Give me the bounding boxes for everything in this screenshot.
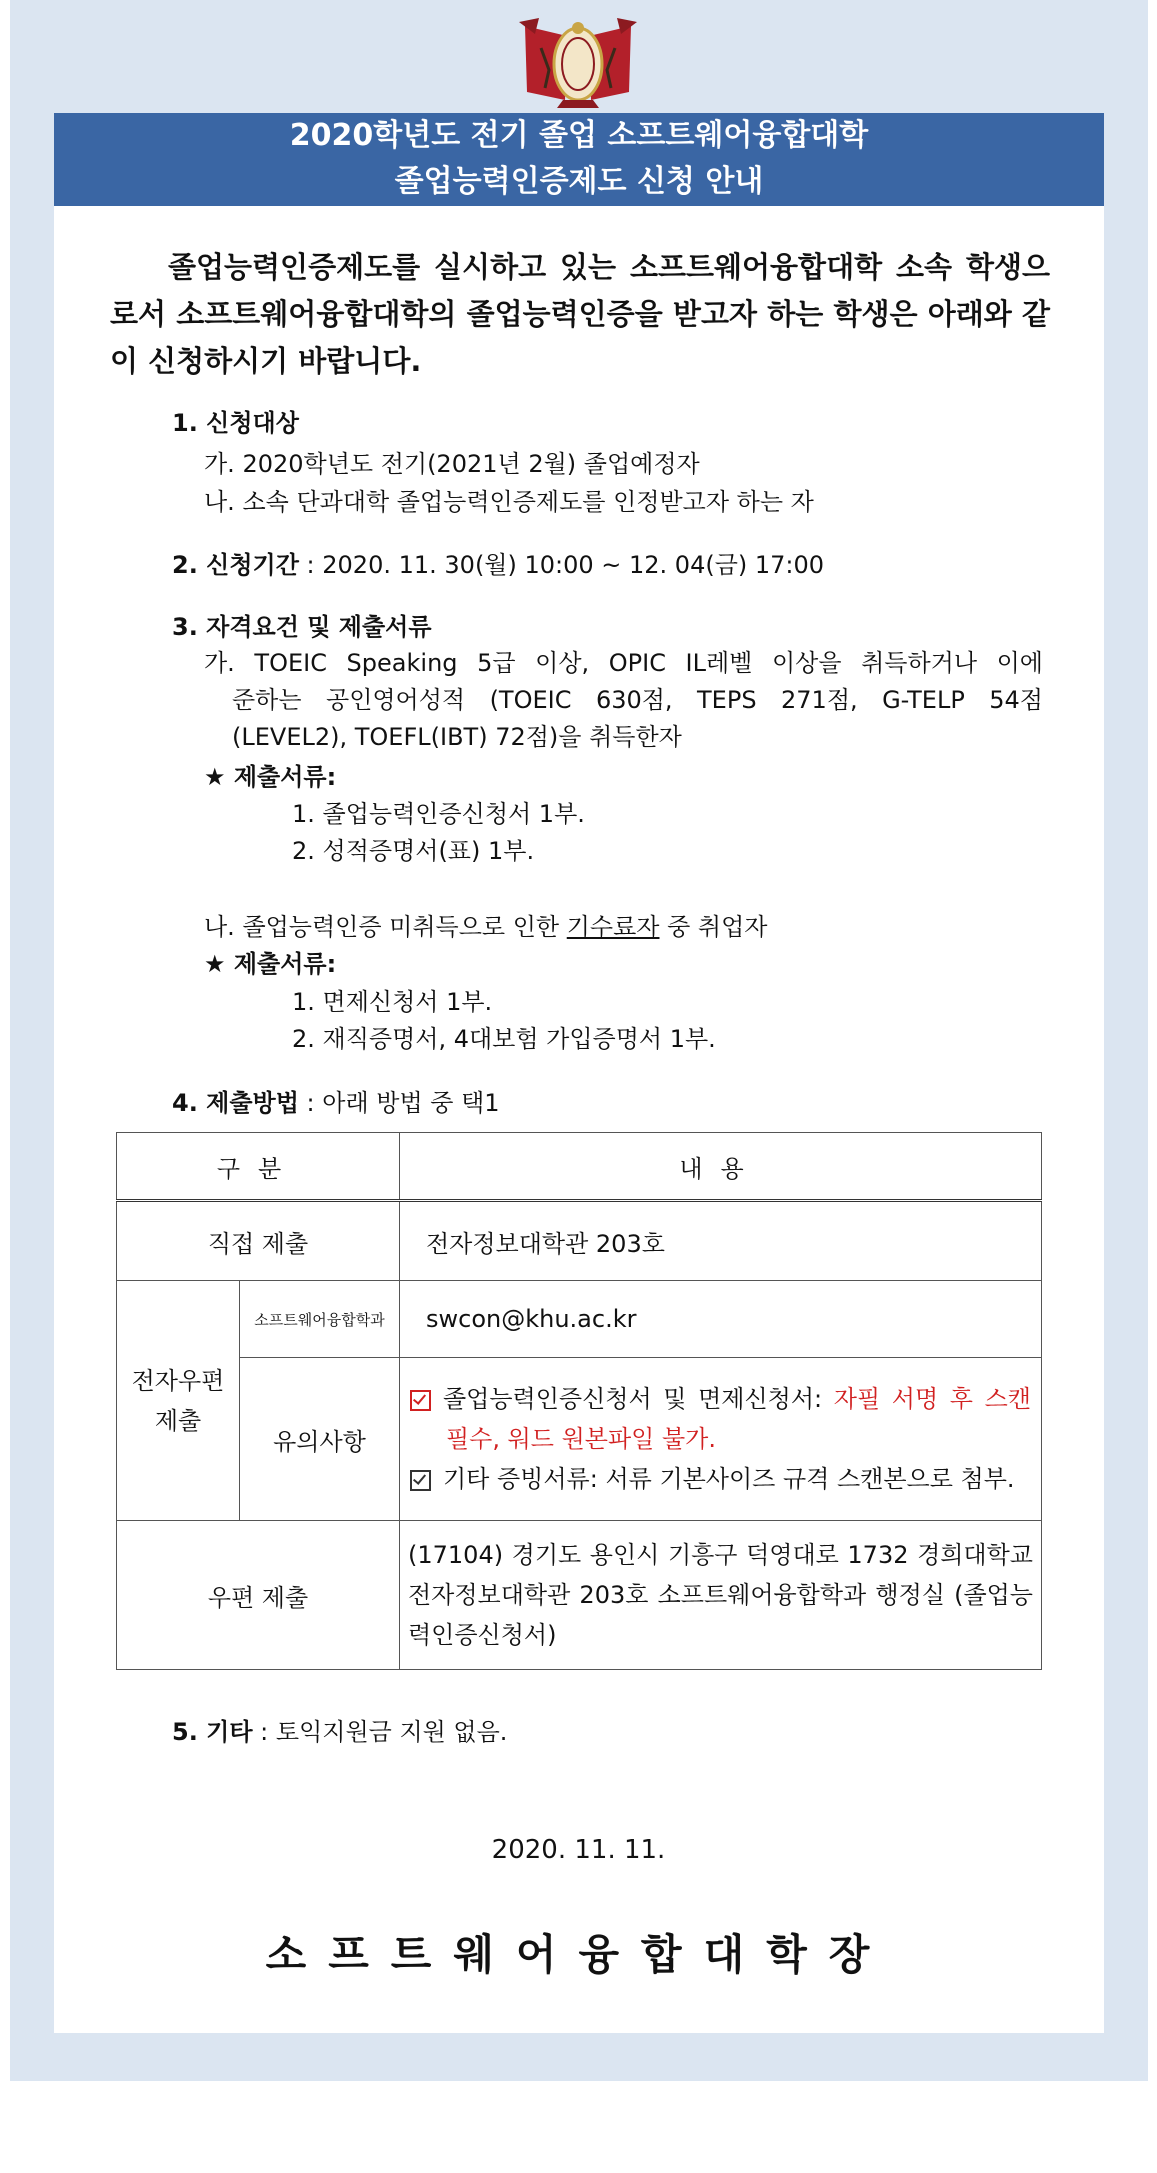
checkbox-checked-icon [410,1390,431,1411]
notes-label: 유의사항 [240,1358,400,1521]
section-3-a-doc-2: 2. 성적증명서(표) 1부. [292,837,535,865]
section-1-item-a: 가. 2020학년도 전기(2021년 2월) 졸업예정자 [204,450,700,478]
email-label [117,1281,240,1521]
section-4 [172,1088,500,1118]
table-header-row [117,1133,1042,1201]
header-cell-category: 구분 [117,1133,400,1201]
issue-date: 2020. 11. 11. [491,1835,666,1865]
title-line-1: 2020학년도 전기 졸업 소프트웨어융합대학 [289,118,869,153]
section-2-title: 2. 신청기간 [172,551,299,579]
checkbox-checked-icon [410,1470,431,1491]
title-banner [54,113,1104,206]
email-label-line-1: 전자우편 [131,1366,225,1395]
table-row-direct [117,1201,1042,1281]
section-3-b-doc-1: 1. 면제신청서 1부. [292,988,493,1016]
intro-paragraph [110,244,1050,385]
email-label-line-2: 제출 [154,1406,202,1435]
note-2 [410,1459,1031,1499]
section-3-docs-label-b: ★ 제출서류: [204,950,337,978]
signature-dean: 소프트웨어융합대학장 [265,1930,892,1979]
section-5-value: : 토익지원금 지원 없음. [252,1718,508,1746]
section-4-title: 4. 제출방법 [172,1089,299,1117]
section-4-value: : 아래 방법 중 택1 [298,1089,500,1117]
submission-method-table [116,1132,1042,1670]
notes-cell [400,1358,1042,1521]
section-3-item-b [204,912,767,942]
section-1-title: 1. 신청대상 [172,409,299,437]
section-3-a-doc-1: 1. 졸업능력인증신청서 1부. [292,800,585,828]
section-5 [172,1717,507,1747]
mail-label: 우편 제출 [117,1521,400,1670]
section-2-value: : 2020. 11. 30(월) 10:00 ~ 12. 04(금) 17:00 [298,551,825,579]
section-3-item-b-suffix: 중 취업자 [659,913,768,941]
section-1-item-b: 나. 소속 단과대학 졸업능력인증제도를 인정받고자 하는 자 [204,488,814,516]
section-3-item-a-line-2: 준하는 공인영어성적 (TOEIC 630점, TEPS 271점, G-TELP 54점 [232,686,1043,714]
section-3-item-b-underlined: 기수료자 [566,913,660,941]
section-3-title: 3. 자격요건 및 제출서류 [172,613,432,641]
note-1 [410,1379,1031,1459]
header-cell-content: 내용 [400,1133,1042,1201]
section-5-title: 5. 기타 [172,1718,253,1746]
section-3-item-b-prefix: 나. 졸업능력인증 미취득으로 인한 [204,913,567,941]
university-emblem-logo [505,8,651,118]
intro-text: 졸업능력인증제도를 실시하고 있는 소프트웨어융합대학 소속 학생으로서 소프트웨어융합대학의 졸업능력인증을 받고자 하는 학생은 아래와 같이 신청하시기 바랍니다. [110,250,1050,378]
note-2-text: 기타 증빙서류: 서류 기본사이즈 규격 스캔본으로 첨부. [443,1465,1015,1493]
table-row-notes [117,1358,1042,1521]
table-row-email [117,1281,1042,1358]
direct-label: 직접 제출 [117,1201,400,1281]
section-2 [172,550,824,580]
title-line-2: 졸업능력인증제도 신청 안내 [394,164,764,199]
note-1-text: 졸업능력인증신청서 및 면제신청서: [443,1385,834,1413]
email-address: swcon@khu.ac.kr [400,1281,1042,1358]
table-row-mail [117,1521,1042,1670]
section-3-item-a-line-1: 가. TOEIC Speaking 5급 이상, OPIC IL레벨 이상을 취득하거나 이에 [204,649,1043,677]
email-dept: 소프트웨어융합학과 [240,1281,400,1358]
section-3-docs-label-a: ★ 제출서류: [204,763,337,791]
section-3-item-a-line-3: (LEVEL2), TOEFL(IBT) 72점)을 취득한자 [232,723,682,751]
section-3-b-doc-2: 2. 재직증명서, 4대보험 가입증명서 1부. [292,1025,716,1053]
note-1-emphasis: 자필 서명 후 스캔 필수, 워드 원본파일 불가. [446,1385,1031,1453]
direct-value: 전자정보대학관 203호 [400,1201,1042,1281]
mail-value: (17104) 경기도 용인시 기흥구 덕영대로 1732 경희대학교 전자정보대학관 203호 소프트웨어융합학과 행정실 (졸업능력인증신청서) [400,1521,1042,1670]
